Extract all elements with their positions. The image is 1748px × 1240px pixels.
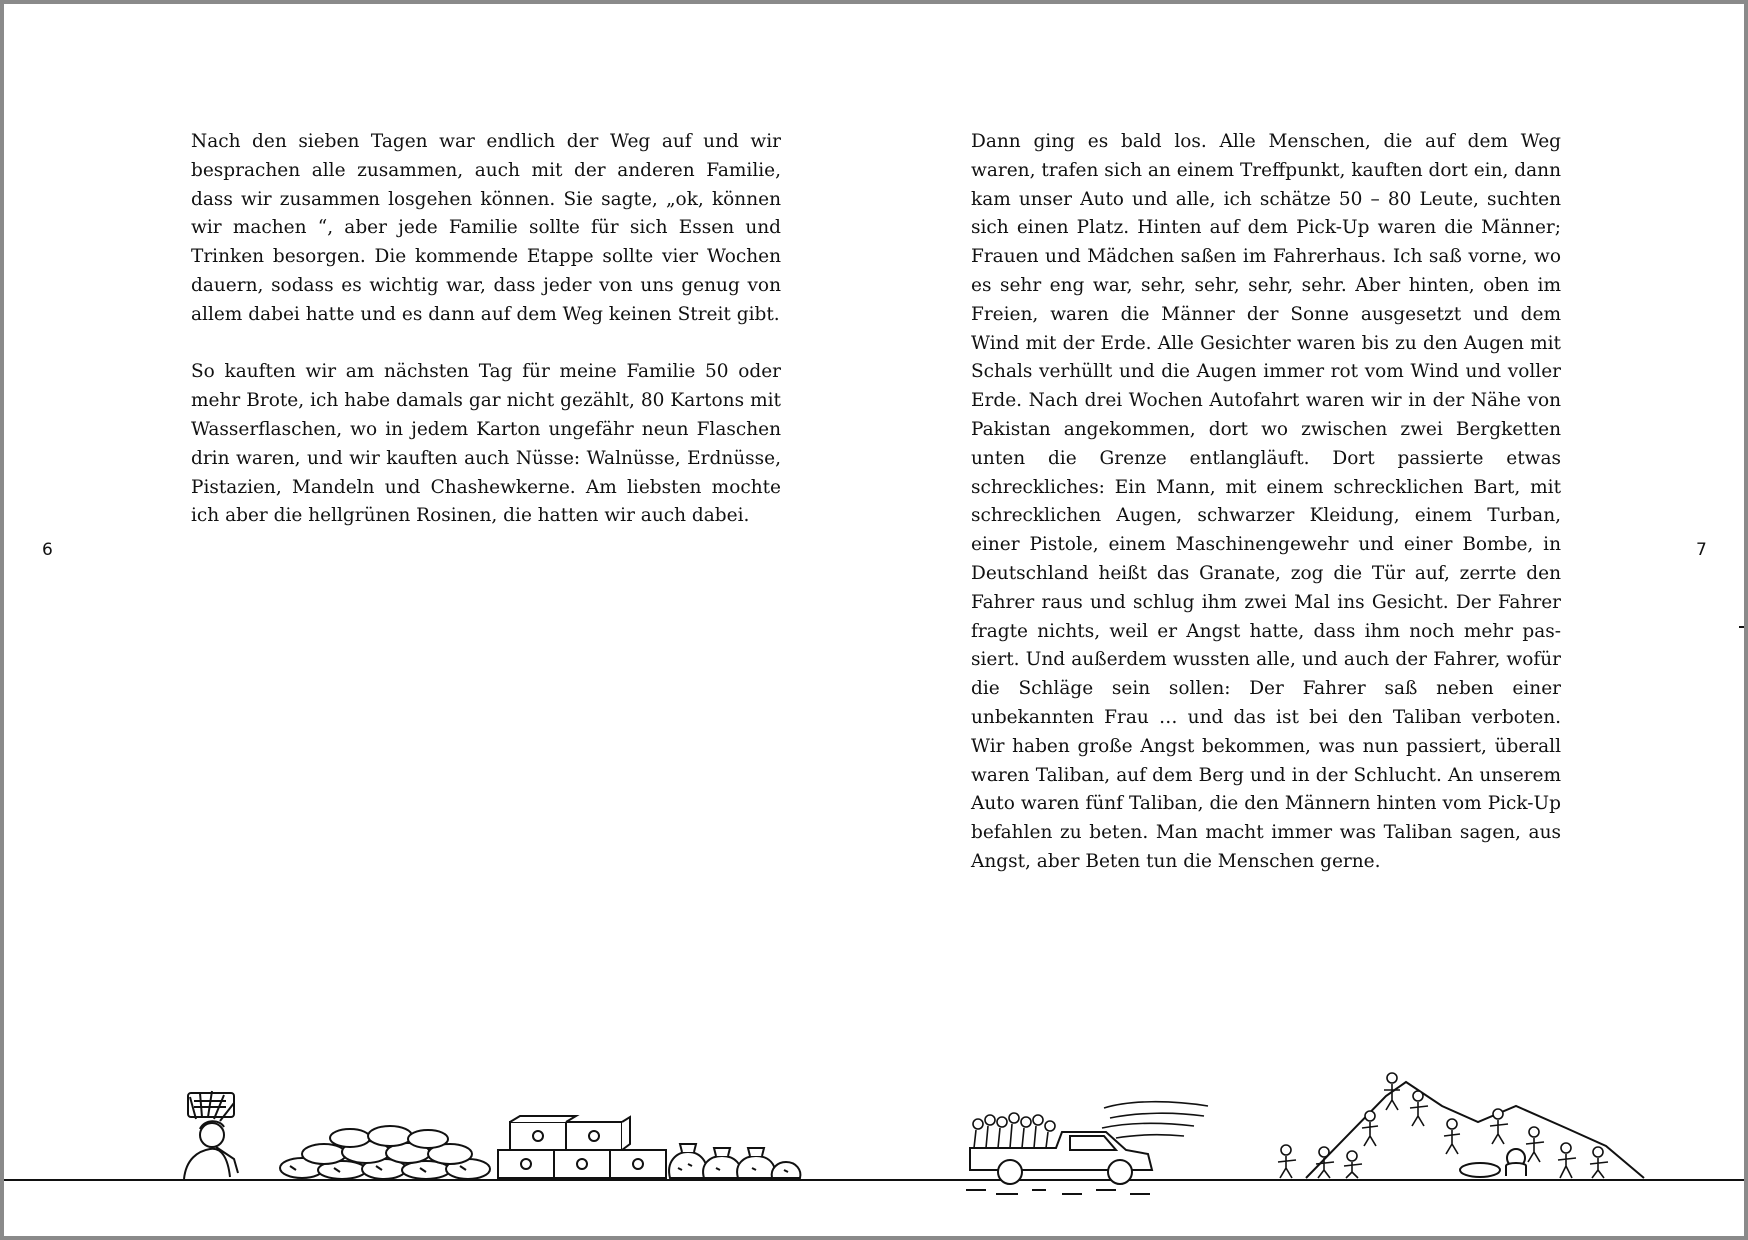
person-with-money-icon (176, 1089, 256, 1181)
mountain-with-fighters-icon (1266, 1066, 1646, 1180)
page-number-left: 6 (42, 540, 53, 560)
right-paragraph-1: Dann ging es bald los. Alle Menschen, die auf dem Weg waren, trafen sich an einem Treffpunkt, kauften dort ein, dann kam unser Auto und alle, ich schätze 50 – 80 Leute, suchten sich einen Platz. Hinten auf dem Pick-Up waren die Männer; Frauen und Mädchen saßen im Fahrerhaus. Ich saß vorne, wo es sehr eng war, sehr, sehr, sehr, sehr. Aber hinten, oben im Freien, waren die Männer der Sonne ausgesetzt und dem Wind mit der Erde. Alle Gesichter waren bis zu den Augen mit Schals verhüllt und die Augen immer rot vom Wind und voller Erde. Nach drei Wochen Autofahrt waren wir in der Nähe von Pakistan angekommen, dort wo zwischen zwei Bergketten unten die Grenze entlangläuft. Dort passierte etwas schreckliches: Ein Mann, mit einem schrecklichen Bart, mit schrecklichen Augen, schwarzer Kleidung, einem Turban, einer Pistole, einem Maschinengewehr und einer Bombe, in Deutschland heißt das Granate, zog die Tür auf, zerrte den Fahrer raus und schlug ihm zwei Mal ins Gesicht. Der Fahrer fragte nichts, weil er Angst hatte, dass ihm noch mehr passiert. Und außerdem wussten alle, und auch der Fahrer, wofür die Schläge sein sollen: Der Fahrer saß neben einer unbekannten Frau … und das ist bei den Taliban verboten. Wir haben große Angst bekommen, was nun passiert, überall waren Taliban, auf dem Berg und in der Schlucht. An unserem Auto waren fünf Taliban, die den Männern hinten vom Pick-Up befahlen zu beten. Man macht immer was Taliban sagen, aus Angst, aber Beten tun die Menschen gerne. (971, 131, 1561, 872)
water-cartons-icon (494, 1114, 674, 1180)
crop-mark (1739, 626, 1744, 628)
right-page-text (971, 128, 1561, 877)
left-paragraph-1: Nach den sieben Tagen war endlich der Weg auf und wir besprachen alle zusammen, auch mit der anderen Familie, dass wir zusammen losgehen können. Sie sagte, „ok, können wir machen “, aber jede Familie sollte für sich Essen und Trinken besorgen. Die kommende Etappe sollte vier Wochen dauern, sodass es wichtig war, dass jeder von uns genug von allem dabei hatte und es dann auf dem Weg keinen Streit gibt. (191, 131, 781, 325)
left-page-text (191, 128, 781, 531)
bread-pile-icon (280, 1122, 495, 1180)
nut-sacks-icon (666, 1140, 804, 1180)
page-number-right: 7 (1696, 540, 1707, 560)
book-spread (4, 4, 1744, 1236)
left-paragraph-2: So kauften wir am nächsten Tag für meine Familie 50 oder mehr Brote, ich habe damals gar nicht gezählt, 80 Kartons mit Wasserflaschen, wo in jedem Karton ungefähr neun Flaschen drin waren, und wir kauften auch Nüsse: Walnüsse, Erdnüsse, Pistazien, Mandeln und Chashewkerne. Am liebsten mochte ich aber die hellgrünen Rosinen, die hatten wir auch dabei. (191, 361, 781, 527)
wind-icon (1100, 1100, 1212, 1144)
